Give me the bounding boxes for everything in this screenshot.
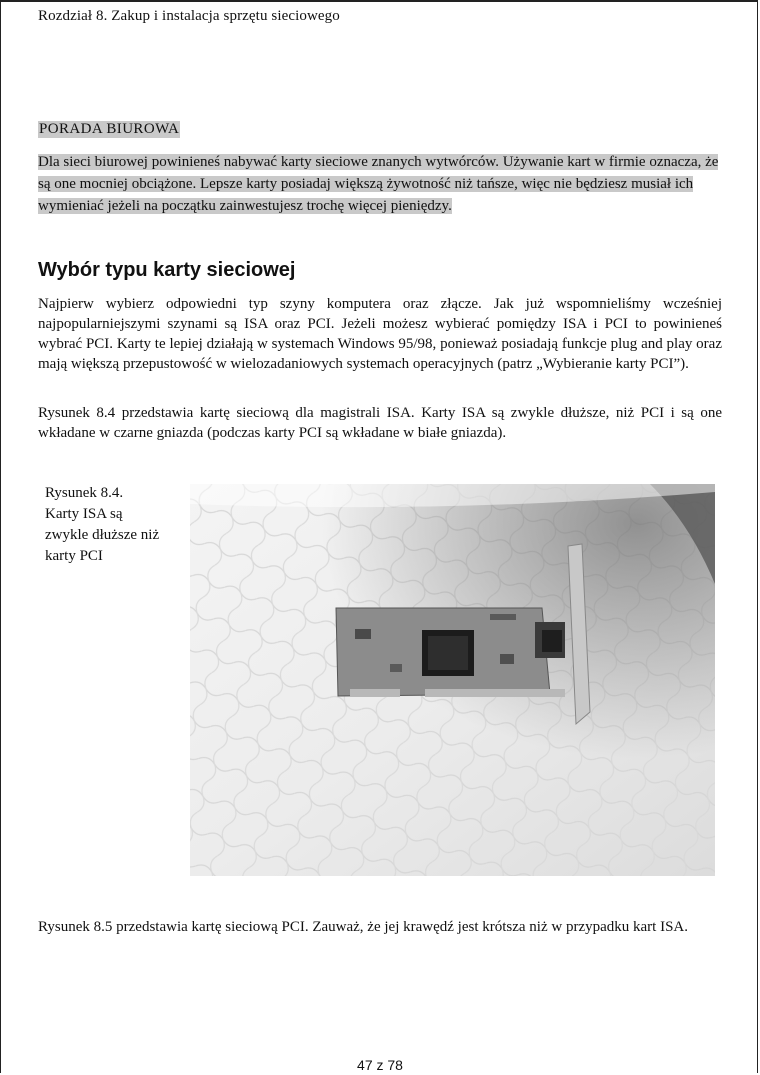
paragraph-isa-card: Rysunek 8.4 przedstawia kartę sieciową dla magistrali ISA. Karty ISA są zwykle dłuższe, niż PCI i są one wkładane w czarne gniazda (podczas karty PCI są wkładane w białe gniazda). xyxy=(38,405,722,441)
tip-box-text: Dla sieci biurowej powinieneś nabywać karty sieciowe znanych wytwórców. Używanie kart w firmie oznacza, że są one mocniej obciążone. Lepsze karty posiadaj większą żywotność niż tańsze, więc nie będziesz musiał ich wymieniać jeżeli na początku zainwestujesz trochę więcej pieniędzy. xyxy=(38,154,719,214)
figure-caption-label: Rysunek 8.4. xyxy=(45,485,124,501)
figure-caption-line: karty PCI xyxy=(45,548,103,564)
paragraph-pci-card: Rysunek 8.5 przedstawia kartę sieciową PCI. Zauważ, że jej krawędź jest krótsza niż w przypadku kart ISA. xyxy=(38,919,689,935)
tip-box-title: PORADA BIUROWA xyxy=(39,121,180,137)
tip-box-body xyxy=(38,151,722,217)
section-heading: Wybór typu karty sieciowej xyxy=(38,259,296,281)
page-number: 47 z 78 xyxy=(357,1057,403,1073)
network-card-photo xyxy=(190,484,715,876)
figure-caption-line: zwykle dłuższe niż xyxy=(45,527,160,543)
figure-caption xyxy=(45,483,185,567)
chapter-header: Rozdział 8. Zakup i instalacja sprzętu sieciowego xyxy=(38,8,340,24)
figure-caption-line: Karty ISA są xyxy=(45,506,123,522)
paragraph-bus-selection: Najpierw wybierz odpowiedni typ szyny komputera oraz złącze. Jak już wspomnieliśmy wcześniej najpopularniejszymi szynami są ISA oraz PCI. Jeżeli możesz wybierać pomiędzy ISA i PCI to powinieneś wybrać PCI. Karty te lepiej działają w systemach Windows 95/98, ponieważ posiadają funkcje plug and play oraz mają większą przepustowość w wielozadaniowych systemach operacyjnych (patrz „Wybieranie karty PCI”). xyxy=(38,296,722,372)
